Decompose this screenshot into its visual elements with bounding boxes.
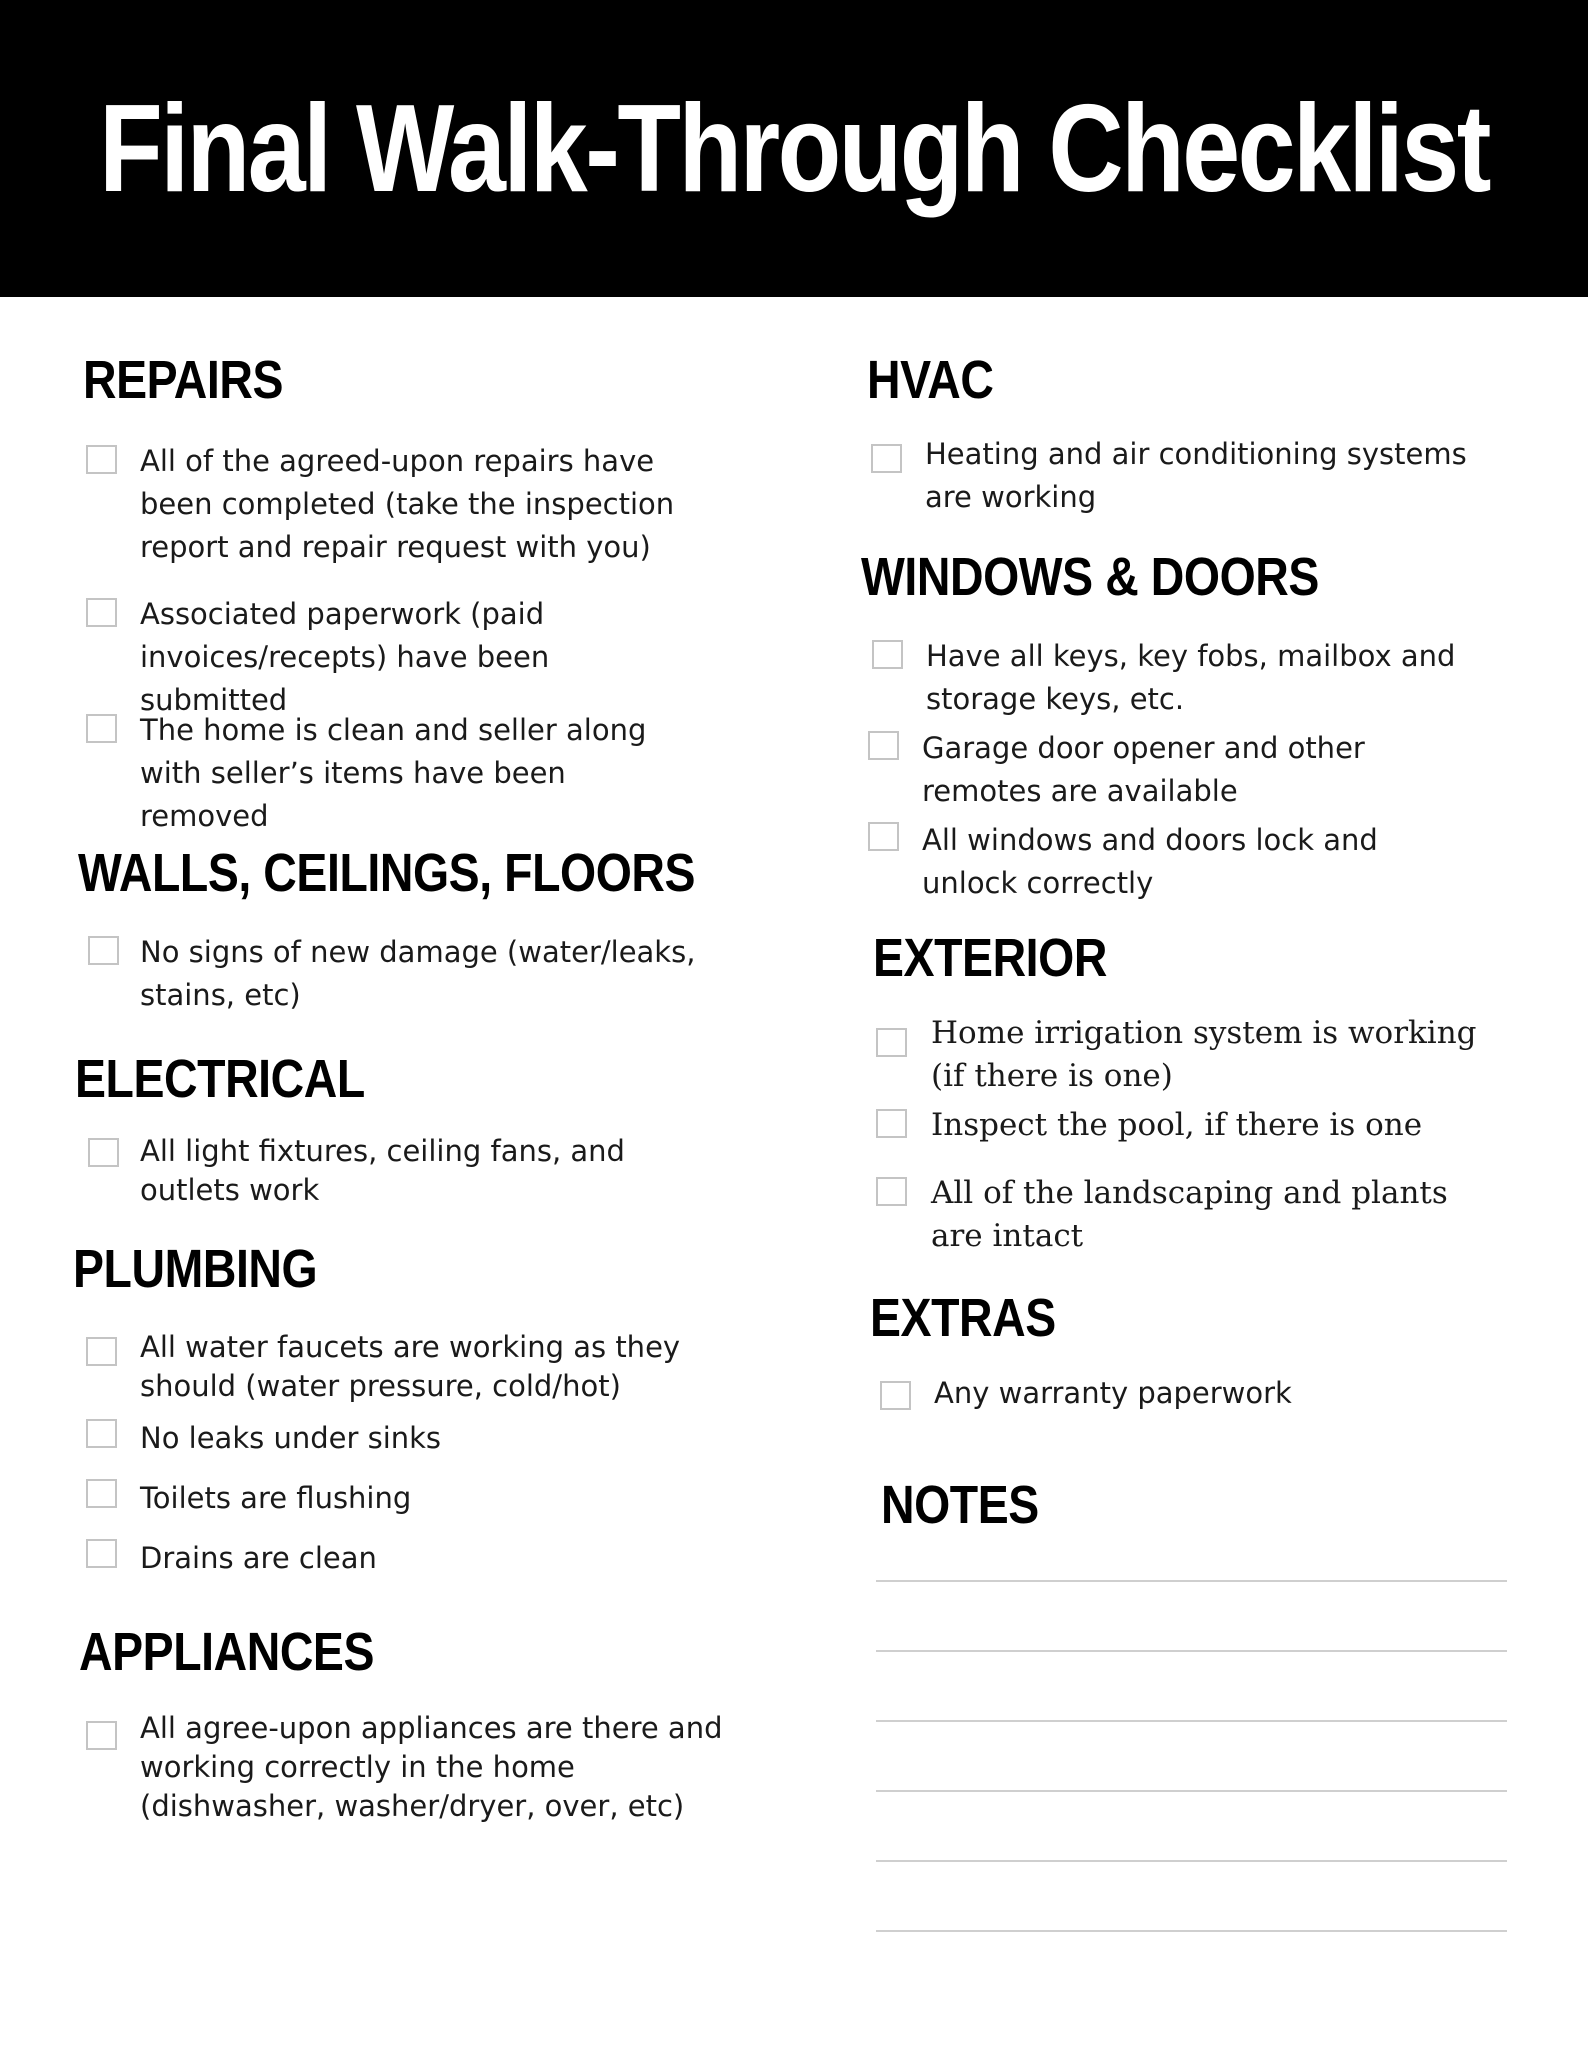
item-text: All of the landscaping and plants are intact bbox=[931, 1175, 1448, 1254]
item-text: Inspect the pool, if there is one bbox=[931, 1107, 1423, 1143]
item-text: Garage door opener and other remotes are available bbox=[922, 731, 1365, 808]
checkbox[interactable] bbox=[880, 1381, 911, 1410]
section-heading-hvac: HVAC bbox=[867, 350, 994, 410]
checkbox[interactable] bbox=[876, 1177, 907, 1206]
section-heading-appliances: APPLIANCES bbox=[79, 1622, 375, 1682]
item-text: Toilets are flushing bbox=[140, 1481, 412, 1515]
section-heading-windows-doors: WINDOWS & DOORS bbox=[861, 547, 1319, 607]
section-heading-notes: NOTES bbox=[881, 1475, 1039, 1535]
page-title: Final Walk-Through Checklist bbox=[99, 79, 1489, 218]
section-heading-plumbing: PLUMBING bbox=[73, 1239, 318, 1299]
item-text: All water faucets are working as they should (water pressure, cold/hot) bbox=[140, 1330, 681, 1403]
checkbox[interactable] bbox=[86, 714, 117, 743]
checkbox[interactable] bbox=[86, 1419, 117, 1448]
checkbox[interactable] bbox=[876, 1109, 907, 1138]
checkbox[interactable] bbox=[86, 1479, 117, 1508]
checkbox[interactable] bbox=[88, 936, 119, 965]
item-text: All of the agreed-upon repairs have been completed (take the inspection report and repair request with you) bbox=[140, 444, 675, 564]
section-heading-repairs: REPAIRS bbox=[83, 350, 283, 410]
notes-line[interactable] bbox=[876, 1930, 1507, 1932]
checkbox[interactable] bbox=[86, 1539, 117, 1568]
checkbox[interactable] bbox=[86, 598, 117, 627]
item-text: Home irrigation system is working (if there is one) bbox=[931, 1015, 1477, 1094]
section-heading-extras: EXTRAS bbox=[870, 1288, 1056, 1348]
item-text: Any warranty paperwork bbox=[934, 1376, 1292, 1410]
notes-line[interactable] bbox=[876, 1650, 1507, 1652]
notes-line[interactable] bbox=[876, 1720, 1507, 1722]
item-text: Drains are clean bbox=[140, 1541, 377, 1575]
checkbox[interactable] bbox=[872, 640, 903, 669]
section-heading-exterior: EXTERIOR bbox=[873, 928, 1107, 988]
checkbox[interactable] bbox=[86, 1337, 117, 1366]
item-text: All light fixtures, ceiling fans, and outlets work bbox=[140, 1134, 625, 1207]
checkbox[interactable] bbox=[868, 731, 899, 760]
item-text: Have all keys, key fobs, mailbox and storage keys, etc. bbox=[926, 639, 1456, 716]
checkbox[interactable] bbox=[88, 1138, 119, 1167]
notes-line[interactable] bbox=[876, 1790, 1507, 1792]
checkbox[interactable] bbox=[86, 445, 117, 474]
section-heading-electrical: ELECTRICAL bbox=[75, 1049, 365, 1109]
item-text: Heating and air conditioning systems are working bbox=[925, 437, 1467, 514]
item-text: No leaks under sinks bbox=[140, 1421, 442, 1455]
section-heading-walls: WALLS, CEILINGS, FLOORS bbox=[78, 843, 696, 903]
checkbox[interactable] bbox=[868, 822, 899, 851]
item-text: All agree-upon appliances are there and working correctly in the home (dishwasher, washer/dryer, over, etc) bbox=[140, 1711, 723, 1823]
checkbox[interactable] bbox=[876, 1028, 907, 1057]
checkbox[interactable] bbox=[871, 444, 902, 473]
notes-line[interactable] bbox=[876, 1860, 1507, 1862]
checkbox[interactable] bbox=[86, 1721, 117, 1750]
item-text: Associated paperwork (paid invoices/recepts) have been submitted bbox=[140, 597, 550, 717]
notes-line[interactable] bbox=[876, 1580, 1507, 1582]
item-text: The home is clean and seller along with seller’s items have been removed bbox=[140, 713, 647, 833]
item-text: All windows and doors lock and unlock correctly bbox=[922, 823, 1378, 900]
item-text: No signs of new damage (water/leaks, stains, etc) bbox=[140, 935, 696, 1012]
